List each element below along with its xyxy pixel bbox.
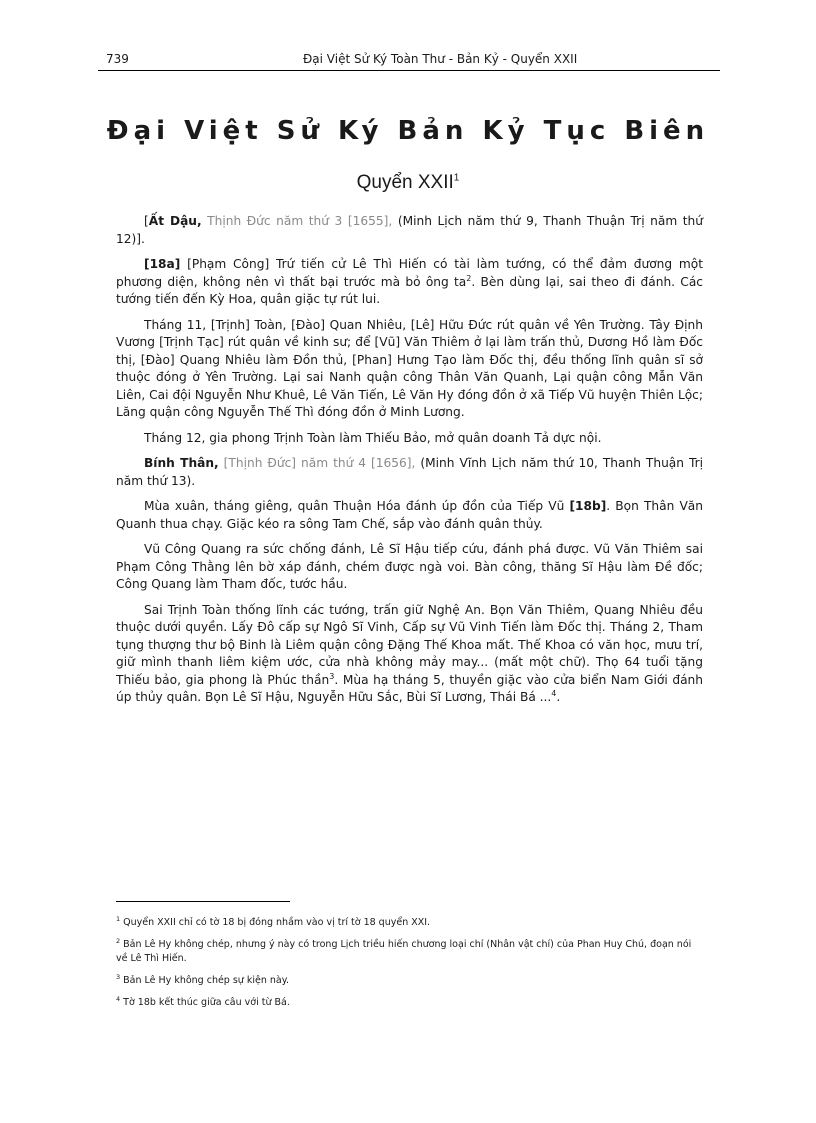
paragraph-7: Vũ Công Quang ra sức chống đánh, Lê Sĩ Hậu tiếp cứu, đánh phá được. Vũ Văn Thiêm sai Phạm Công Thằng lên bờ xáp đánh, chém được ngà voi. Bàn công, thăng Sĩ Hậu làm Đề đốc; Công Quang làm Tham đốc, tước hầu. [116,542,703,591]
paragraph-1 [116,213,703,248]
footnote-text: Bản Lê Hy không chép sự kiện này. [120,975,290,986]
footnote-number: 2 [116,936,121,945]
reign-note: (Minh Lịch năm thứ 9, Thanh Thuận Trị năm thứ 12)]. [116,214,703,246]
paragraph-text: [Phạm Công] Trứ tiến cử Lê Thì Hiến có tài làm tướng, có thể đảm đương một phương diện, không nên vì thất bại trước mà bỏ ông ta [116,257,703,289]
folio-marker: [18b] [569,499,607,513]
page-number: 739 [106,52,129,66]
paragraph-text: . [556,690,561,704]
footnote-3 [116,974,703,988]
footnote-ref-1: 1 [453,172,460,184]
chapter-subtitle [0,172,816,194]
paragraph-text: . Bọn Thân Văn Quanh thua chạy. Giặc kéo ra sông Tam Chế, sắp vào đánh quân thủy. [116,499,703,531]
reign-note: (Minh Vĩnh Lịch năm thứ 10, Thanh Thuận Trị năm thứ 13). [116,456,704,488]
running-title: Đại Việt Sử Ký Toàn Thư - Bản Kỷ - Quyển XXII [303,52,578,66]
reign-year: Thịnh Đức năm thứ 3 [1655], [201,214,393,228]
footnote-2 [116,938,703,966]
footnote-ref-2: 2 [466,273,472,283]
footnote-rule [116,901,290,902]
paragraph-text: Mùa xuân, tháng giêng, quân Thuận Hóa đánh úp đồn của Tiếp Vũ [144,499,570,513]
footnotes [116,916,703,1018]
footnote-number: 3 [116,972,121,981]
footnote-text: Tờ 18b kết thúc giữa câu với từ Bá. [120,997,290,1008]
footnote-1 [116,916,703,930]
paragraph-8 [116,602,703,707]
folio-marker: [18a] [144,257,181,271]
page-header [98,50,720,70]
footnote-number: 1 [116,914,121,923]
year-label: Ất Dậu, [148,214,202,228]
paragraph-text: . Mùa hạ tháng 5, thuyền giặc vào cửa biển Nam Giới đánh úp thủy quân. Bọn Lê Sĩ Hậu, Nguyễn Hữu Sắc, Bùi Sĩ Lương, Thái Bá ... [116,672,704,704]
paragraph-4: Tháng 12, gia phong Trịnh Toàn làm Thiếu Bảo, mở quân doanh Tả dực nội. [144,430,602,445]
page-title: Đại Việt Sử Ký Bản Kỷ Tục Biên [106,116,710,146]
paragraph-text: . Bèn dùng lại, sai theo đi đánh. Các tướng tiến đến Kỳ Hoa, quân giặc tự rút lui. [116,274,703,306]
bracket: [ [144,214,149,228]
subtitle-text: Quyển XXII [356,172,454,193]
paragraph-text: Sai Trịnh Toàn thống lĩnh các tướng, trấn giữ Nghệ An. Bọn Văn Thiêm, Quang Nhiêu đều thuộc dưới quyền. Lấy Đô cấp sự Ngô Sĩ Vinh, Cấp sự Vũ Vinh Tiến làm Đốc thị. Tháng 2, Tham tụng thượng thư bộ Binh là Liêm quận công Đặng Thế Khoa mất. Thế Khoa có văn học, mưu trí, giữ mình thanh liêm kiệm ước, cửa nhà không mảy may... (mất một chữ). Thọ 64 tuổi tặng Thiếu bảo, gia phong là Phúc thần [116,602,703,687]
paragraph-6 [116,498,703,533]
body-text [116,213,703,715]
footnote-ref-4: 4 [551,688,557,698]
footnote-4 [116,996,703,1010]
footnote-ref-3: 3 [329,671,335,681]
paragraph-2 [116,256,703,309]
header-rule [98,70,720,71]
footnote-text: Quyển XXII chỉ có tờ 18 bị đóng nhầm vào vị trí tờ 18 quyển XXI. [120,917,431,928]
year-label: Bính Thân, [144,456,219,470]
footnote-number: 4 [116,994,121,1003]
footnote-text: Bản Lê Hy không chép, nhưng ý này có trong Lịch triều hiến chương loại chí (Nhân vật chí) của Phan Huy Chú, đoạn nói về Lê Thì Hiến. [116,939,692,964]
reign-year: [Thịnh Đức] năm thứ 4 [1656], [218,456,416,470]
paragraph-3: Tháng 11, [Trịnh] Toàn, [Đào] Quan Nhiêu, [Lê] Hữu Đức rút quân về Yên Trường. Tây Định Vương [Trịnh Tạc] rút quân về kinh sư; để [Vũ] Văn Thiêm ở lại làm trấn thủ, Dương Hồ làm Đốc thị, [Đào] Quang Nhiêu làm Đồn thủ, [Phan] Hưng Tạo làm Đốc thị, đều thống lĩnh quân sĩ sở thuộc đóng ở Yên Trường. Lại sai Nanh quận công Thân Văn Quanh, Lại quận công Mẫn Văn Liên, Cai đội Nguyễn Như Khuê, Lê Văn Tiến, Lê Văn Hy đóng đồn ở xã Tiếp Vũ huyện Thiên Lộc; Lăng quận công Nguyễn Thế Thì đóng đồn ở Minh Lương. [116,317,703,419]
paragraph-5 [116,455,703,490]
